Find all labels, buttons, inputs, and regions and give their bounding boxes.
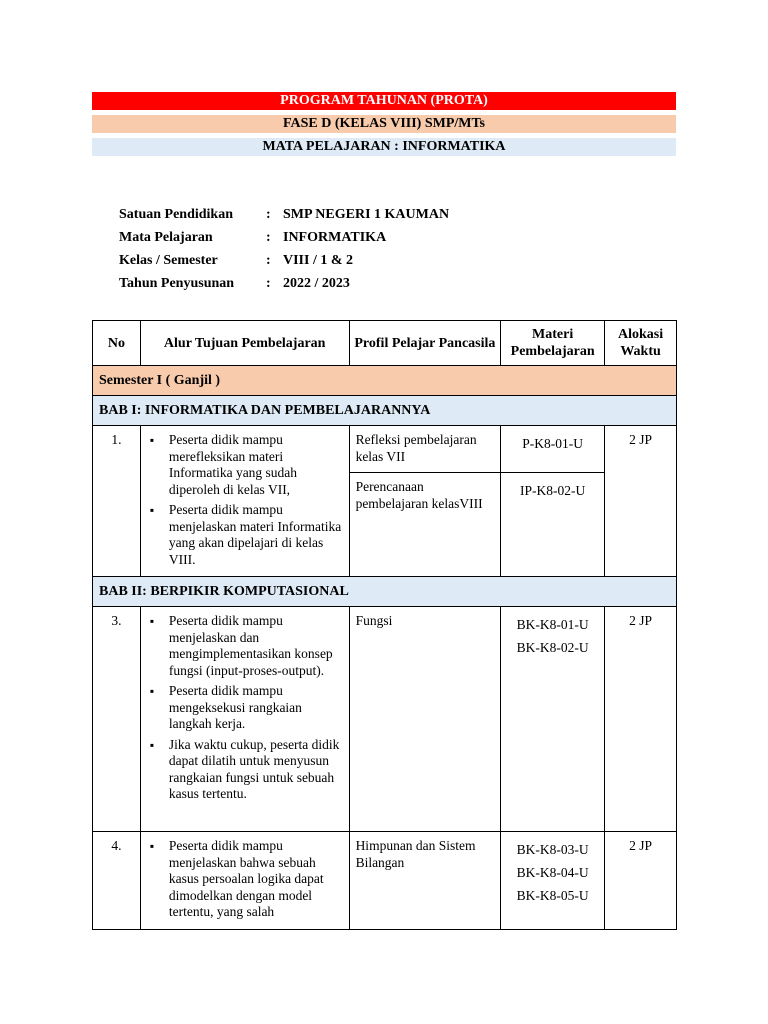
header-atp: Alur Tujuan Pembelajaran <box>140 321 349 366</box>
alokasi-cell: 2 JP <box>605 426 677 577</box>
info-label: Kelas / Semester <box>119 253 218 268</box>
list-item: ▪ Peserta didik mampu menjelaskan dan mengimplementasikan konsep fungsi (input-proses-output). <box>169 613 343 679</box>
info-sep: : <box>266 207 271 222</box>
info-row <box>119 252 449 275</box>
table-row <box>93 832 677 930</box>
list-item: ▪ Peserta didik mampu menjelaskan bahwa sebuah kasus persoalan logika dapat dimodelkan dengan model tertentu, yang salah <box>169 838 343 921</box>
list-item: ▪ Peserta didik mampu merefleksikan materi Informatika yang sudah diperoleh di kelas VII, <box>169 432 343 498</box>
info-row <box>119 206 449 229</box>
info-value: VIII / 1 & 2 <box>283 253 354 268</box>
materi-code: BK-K8-05-U <box>516 888 589 903</box>
semester-row <box>93 366 677 396</box>
mapel-band: MATA PELAJARAN : INFORMATIKA <box>92 138 676 156</box>
chapter-row <box>93 396 677 426</box>
materi-cell <box>501 832 605 930</box>
info-label: Satuan Pendidikan <box>119 207 233 222</box>
atp-cell <box>140 832 349 930</box>
profil-cell: Refleksi pembelajaran kelas VII <box>349 426 501 473</box>
materi-cell <box>501 607 605 832</box>
list-item: ▪ Peserta didik mampu mengeksekusi rangkaian langkah kerja. <box>169 683 343 733</box>
materi-code: BK-K8-03-U <box>516 842 589 857</box>
chapter-title: BAB II: BERPIKIR KOMPUTASIONAL <box>93 577 677 607</box>
profil-cell: Fungsi <box>349 607 501 832</box>
info-row <box>119 229 449 252</box>
profil-cell: Himpunan dan Sistem Bilangan <box>349 832 501 930</box>
header-materi: Materi Pembelajaran <box>501 321 605 366</box>
info-sep: : <box>266 276 271 291</box>
atp-cell <box>140 607 349 832</box>
row-number: 3. <box>93 607 141 832</box>
alokasi-cell: 2 JP <box>605 832 677 930</box>
materi-code: BK-K8-01-U <box>516 617 589 632</box>
info-sep: : <box>266 253 271 268</box>
fase-band: FASE D (KELAS VIII) SMP/MTs <box>92 115 676 133</box>
profil-cell: Perencanaan pembelajaran kelasVIII <box>349 473 501 577</box>
info-value: 2022 / 2023 <box>283 276 350 291</box>
table-row <box>93 426 677 473</box>
table-header-row <box>93 321 677 366</box>
info-label: Mata Pelajaran <box>119 230 213 245</box>
prota-table <box>92 320 677 930</box>
row-number: 1. <box>93 426 141 577</box>
list-item: ▪ Peserta didik mampu menjelaskan materi Informatika yang akan dipelajari di kelas VIII. <box>169 502 343 568</box>
header-alokasi: Alokasi Waktu <box>605 321 677 366</box>
info-label: Tahun Penyusunan <box>119 276 235 291</box>
alokasi-cell: 2 JP <box>605 607 677 832</box>
info-row <box>119 275 449 298</box>
materi-code: BK-K8-04-U <box>516 865 589 880</box>
info-sep: : <box>266 230 271 245</box>
atp-cell <box>140 426 349 577</box>
list-item: ▪ Jika waktu cukup, peserta didik dapat dilatih untuk menyusun rangkaian fungsi untuk sebuah kasus tertentu. <box>169 737 343 803</box>
info-value: INFORMATIKA <box>283 230 387 245</box>
title-band: PROGRAM TAHUNAN (PROTA) <box>92 92 676 110</box>
materi-cell: IP-K8-02-U <box>501 473 605 577</box>
materi-cell: P-K8-01-U <box>501 426 605 473</box>
semester-label: Semester I ( Ganjil ) <box>93 366 677 396</box>
row-number: 4. <box>93 832 141 930</box>
info-value: SMP NEGERI 1 KAUMAN <box>283 207 450 222</box>
table-row <box>93 607 677 832</box>
chapter-row <box>93 577 677 607</box>
school-info <box>119 206 449 298</box>
materi-code: BK-K8-02-U <box>516 640 589 655</box>
chapter-title: BAB I: INFORMATIKA DAN PEMBELAJARANNYA <box>93 396 677 426</box>
header-no: No <box>93 321 141 366</box>
header-profil: Profil Pelajar Pancasila <box>349 321 501 366</box>
